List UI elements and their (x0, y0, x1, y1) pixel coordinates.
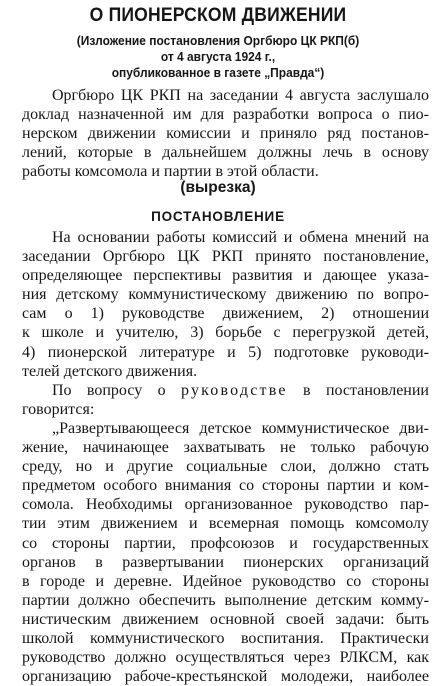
text-line: сам о 1) руководстве движением, 2) отношении (22, 305, 429, 323)
quote-line: организацию рабоче-крестьянской молодежи, наиболее (22, 668, 429, 686)
quote-line: жение, начинающее захватывать не только рабочую (22, 439, 429, 457)
text-line: к школе и учителю, 3) борьбе с перегрузкой детей, (22, 324, 429, 342)
subtitle-line: опубликованное в газете „Правда“) (111, 65, 325, 80)
quote-line: руководство должно осуществляться через РЛКСМ, как (22, 649, 429, 667)
document-title: О ПИОНЕРСКОМ ДВИЖЕНИИ (89, 4, 347, 26)
text-line: Оргбюро ЦК РКП на заседании 4 августа заслушало (52, 87, 429, 104)
quote-line: в городе и деревне. Идейное руководство со стороны (22, 572, 429, 590)
text-line: На основании работы комиссий и обмена мнений на (52, 229, 429, 246)
document-subtitle (17, 33, 418, 81)
cut-label: (вырезка) (180, 179, 256, 196)
text-line: нерском движении комиссии и приняло ряд постанов- (22, 125, 429, 143)
text-line: работы комсомола и партии в этой области. (22, 163, 319, 181)
text-line: определяющее перспективы развития и дающее указа- (22, 267, 429, 285)
text-line: заседании Оргбюро ЦК РКП принято постановление, (22, 248, 429, 266)
text-line (22, 381, 429, 400)
intro-paragraph (22, 86, 429, 181)
quote-line: „Развертывающееся детское коммунистическое дви- (52, 419, 429, 437)
text-fragment: в постановлении (287, 381, 429, 399)
decree-heading: ПОСТАНОВЛЕНИЕ (151, 209, 285, 224)
quote-line: нистическим движением основной своей задачи: быть (22, 610, 429, 628)
decree-text (22, 228, 429, 686)
text-line: телей детского движения. (22, 362, 198, 380)
subtitle-line: (Изложение постановления Оргбюро ЦК РКП(б) (76, 33, 360, 48)
quote-line: среду, но и другие социальные слои, должно стать (22, 458, 429, 476)
quote-line: со стороны партии, профсоюзов и государственных (22, 534, 429, 552)
quote-line: сомола. Необходимы организованное руководство пар- (22, 496, 429, 514)
text-line: лений, которые в дальнейшем должны лечь в основу (22, 144, 429, 162)
quote-line: партии должно обеспечить выполнение детским комму- (22, 591, 429, 609)
quote-line: органов в развертывании пионерских организаций (22, 553, 429, 571)
text-line: ния детскому коммунистическому движению по вопро- (22, 286, 429, 304)
subtitle-line: от 4 августа 1924 г., (160, 49, 276, 64)
quote-line: предметом особого внимания со стороны партии и ком- (22, 477, 429, 495)
quote-line: тии этим движением и всемерная помощь комсомолу (22, 515, 429, 533)
text-fragment: По вопросу о (52, 381, 181, 399)
text-line: доклад назначенной им для разработки вопроса о пио- (22, 106, 429, 124)
quote-line: школой коммунистического воспитания. Практически (22, 629, 429, 647)
text-line: говорится: (22, 400, 95, 418)
text-line: 4) пионерской литературе и 5) подготовке руководи- (22, 343, 429, 361)
spaced-emphasis: руководстве (180, 381, 288, 399)
